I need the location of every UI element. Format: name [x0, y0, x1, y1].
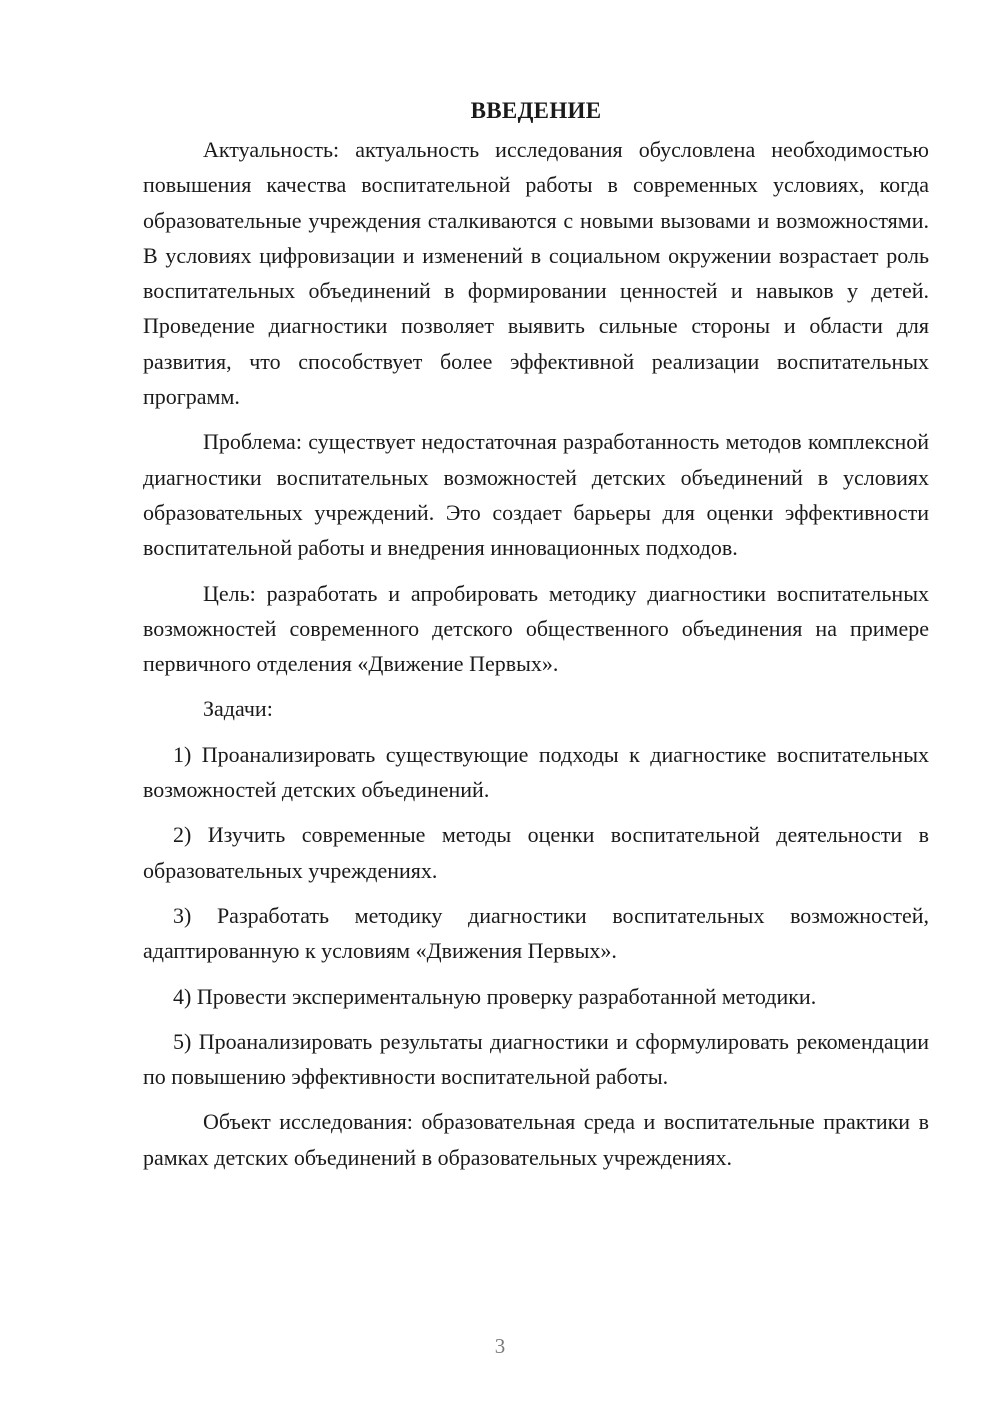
- tasks-heading: Задачи:: [203, 696, 273, 722]
- object-paragraph: Объект исследования: образовательная среда и воспитательные практики в рамках детских объединений в образовательных учреждениях.: [143, 1109, 929, 1170]
- task-item-3: 3) Разработать методику диагностики воспитательных возможностей, адаптированную к условиям «Движения Первых».: [143, 902, 929, 964]
- goal-paragraph: Цель: разработать и апробировать методику диагностики воспитательных возможностей современного детского общественного объединения на примере первичного отделения «Движение Первых».: [143, 580, 929, 677]
- document-page: [143, 96, 929, 1185]
- page-number: 3: [494, 1334, 506, 1358]
- task-item-2: 2) Изучить современные методы оценки воспитательной деятельности в образовательных учреждениях.: [143, 822, 929, 883]
- section-title: ВВЕДЕНИЕ: [470, 98, 602, 123]
- problem-paragraph: Проблема: существует недостаточная разработанность методов комплексной диагностики воспитательных возможностей детских объединений в условиях образовательных учреждений. Это создает барьеры для оценки эффективности воспитательной работы и внедрения инновационных подходов.: [143, 429, 929, 561]
- task-item-1: 1) Проанализировать существующие подходы к диагностике воспитательных возможностей детских объединений.: [143, 741, 929, 803]
- relevance-paragraph: Актуальность: актуальность исследования обусловлена необходимостью повышения качества воспитательной работы в современных условиях, когда образовательные учреждения сталкиваются с новыми вызовами и возможностями. В условиях цифровизации и изменений в социальном окружении возрастает роль воспитательных объединений в формировании ценностей и навыков у детей. Проведение диагностики позволяет выявить сильные стороны и области для развития, что способствует более эффективной реализации воспитательных программ.: [143, 137, 929, 410]
- task-item-5: 5) Проанализировать результаты диагностики и сформулировать рекомендации по повышению эффективности воспитательной работы.: [143, 1028, 929, 1090]
- task-item-4: 4) Провести экспериментальную проверку разработанной методики.: [173, 983, 817, 1009]
